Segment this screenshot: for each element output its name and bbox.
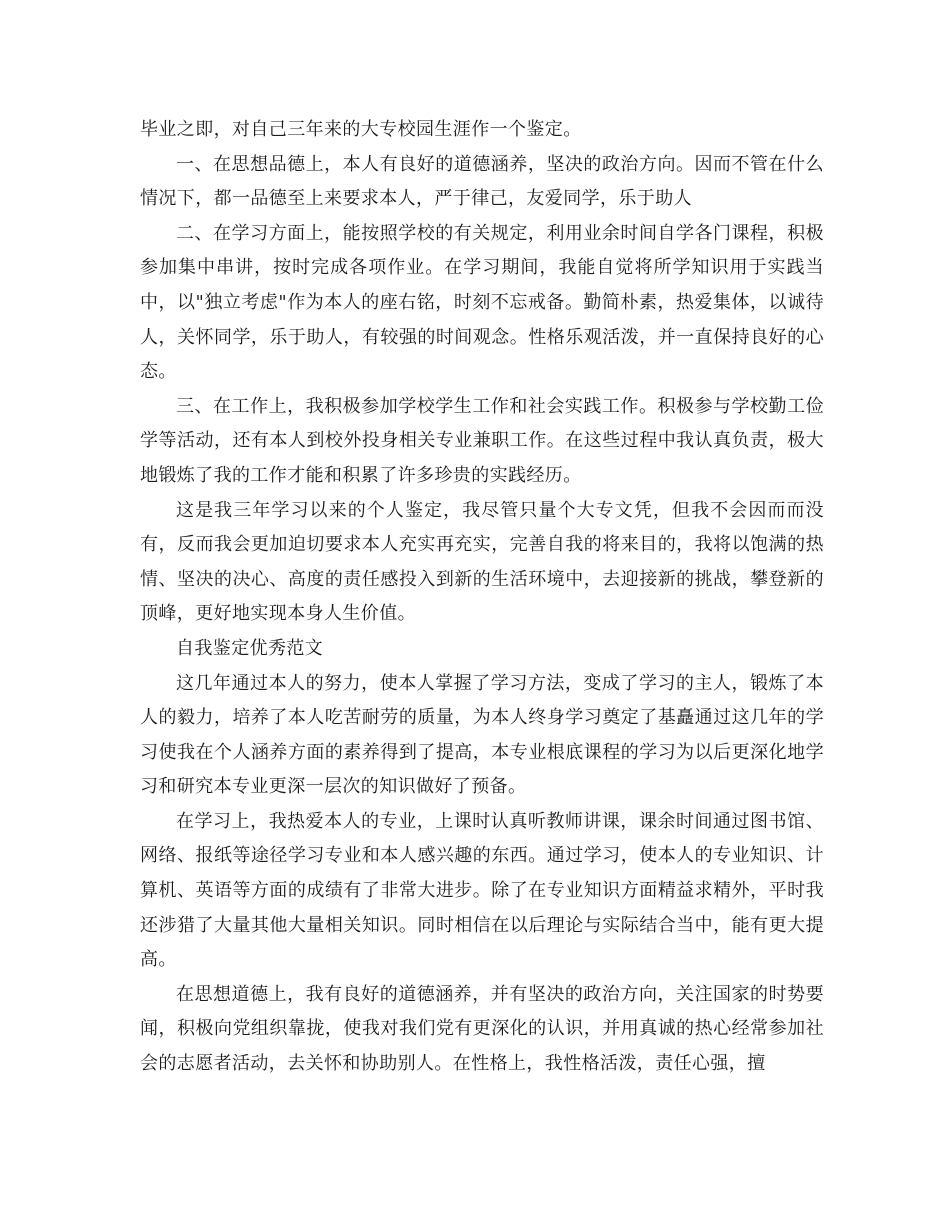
paragraph-ethics: 在思想道德上，我有良好的道德涵养，并有坚决的政治方向，关注国家的时势要闻，积极向党组织靠拢，使我对我们党有更深化的认识，并用真诚的热心经常参加社会的志愿者活动，去关怀和协助别人。在性格上，我性格活泼，责任心强，擅	[140, 983, 824, 1075]
paragraph-morality: 一、在思想品德上，本人有良好的道德涵养，坚决的政治方向。因而不管在什么情况下，都一品德至上来要求本人，严于律己，友爱同学，乐于助人	[140, 153, 824, 210]
paragraph-work: 三、在工作上，我积极参加学校学生工作和社会实践工作。积极参与学校勤工俭学等活动，还有本人到校外投身相关专业兼职工作。在这些过程中我认真负责，极大地锻炼了我的工作才能和积累了许多珍贵的实践经历。	[140, 395, 824, 486]
paragraph-summary: 这是我三年学习以来的个人鉴定，我尽管只量个大专文凭，但我不会因而而没有，反而我会更加迫切要求本人充实再充实，完善自我的将来目的，我将以饱满的热情、坚决的决心、高度的责任感投入到新的生活环境中，去迎接新的挑战，攀登新的顶峰，更好地实现本身人生价值。	[140, 499, 824, 625]
paragraph-intro: 毕业之即，对自己三年来的大专校园生涯作一个鉴定。	[140, 119, 582, 140]
document-body	[140, 113, 824, 1082]
paragraph-study: 二、在学习方面上，能按照学校的有关规定，利用业余时间自学各门课程，积极参加集中串讲，按时完成各项作业。在学习期间，我能自觉将所学知识用于实践当中，以"独立考虑"作为本人的座右铭，时刻不忘戒备。勤简朴素，热爱集体，以诚待人，关怀同学，乐于助人，有较强的时间观念。性格乐观活泼，并一直保持良好的心态。	[140, 222, 824, 383]
paragraph-growth: 这几年通过本人的努力，使本人掌握了学习方法，变成了学习的主人，锻炼了本人的毅力，培养了本人吃苦耐劳的质量，为本人终身学习奠定了基矗通过这几年的学习使我在个人涵养方面的素养得到了提高，本专业根底课程的学习为以后更深化地学习和研究本专业更深一层次的知识做好了预备。	[140, 672, 824, 798]
paragraph-learning: 在学习上，我热爱本人的专业，上课时认真听教师讲课，课余时间通过图书馆、网络、报纸等途径学习专业和本人感兴趣的东西。通过学习，使本人的专业知识、计算机、英语等方面的成绩有了非常大进步。除了在专业知识方面精益求精外，平时我还涉猎了大量其他大量相关知识。同时相信在以后理论与实际结合当中，能有更大提高。	[140, 810, 824, 971]
section-heading: 自我鉴定优秀范文	[176, 637, 324, 659]
